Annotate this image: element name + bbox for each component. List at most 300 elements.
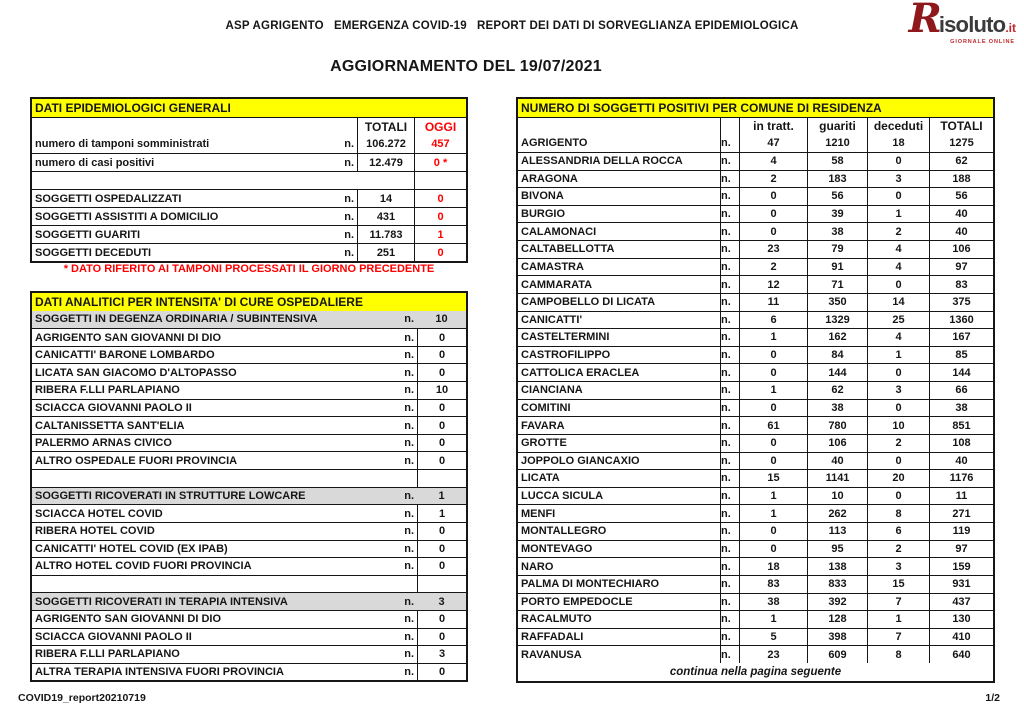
row-label-cell (32, 226, 357, 243)
row-n-abbrev: n. (720, 576, 739, 593)
comune-name: CATTOLICA ERACLEA (521, 366, 640, 379)
value-deceduti: 1 (867, 347, 929, 364)
value-totali: 159 (929, 558, 993, 575)
row-value: 0 (417, 664, 466, 681)
comune-name: GROTTE (521, 437, 567, 450)
value-in-tratt: 0 (739, 435, 807, 452)
comune-row (518, 593, 993, 611)
value-guariti: 38 (807, 223, 867, 240)
row-label-cell (32, 382, 417, 399)
row-n-abbrev: n. (720, 294, 739, 311)
row-n-abbrev: n. (344, 246, 354, 259)
value-deceduti: 25 (867, 312, 929, 329)
row-label-cell (32, 505, 417, 522)
row-label-cell (32, 190, 357, 207)
row-label-cell (32, 523, 417, 540)
general-table-column-header (32, 117, 466, 135)
value-in-tratt: 47 (739, 134, 807, 152)
value-guariti: 40 (807, 453, 867, 470)
comune-row (518, 187, 993, 205)
page-number: 1/2 (985, 692, 1000, 704)
hospital-section-row (32, 592, 466, 610)
hospital-item-row (32, 557, 466, 575)
value-guariti: 609 (807, 646, 867, 663)
value-totali: 130 (929, 611, 993, 628)
row-value: 0 (417, 417, 466, 434)
row-label: RIBERA F.LLI PARLAPIANO (35, 648, 180, 661)
value-deceduti: 4 (867, 259, 929, 276)
value-deceduti: 8 (867, 505, 929, 522)
hospital-item-row (32, 628, 466, 646)
value-guariti: 350 (807, 294, 867, 311)
row-value: 0 (417, 435, 466, 452)
value-in-tratt: 83 (739, 576, 807, 593)
row-label-cell (32, 664, 417, 681)
row-label-cell (32, 244, 357, 261)
row-label-cell (32, 364, 417, 381)
value-guariti: 398 (807, 629, 867, 646)
hospital-intensity-table (30, 291, 468, 682)
row-n-abbrev: n. (404, 384, 414, 397)
comune-name: LUCCA SICULA (521, 490, 604, 503)
value-guariti: 58 (807, 153, 867, 170)
value-in-tratt: 4 (739, 153, 807, 170)
value-in-tratt: 1 (739, 382, 807, 399)
row-n-abbrev: n. (404, 560, 414, 573)
comune-row (518, 575, 993, 593)
value-deceduti: 15 (867, 576, 929, 593)
value-totali: 108 (929, 435, 993, 452)
value-totali: 437 (929, 594, 993, 611)
comune-name: PORTO EMPEDOCLE (521, 595, 633, 608)
comune-name: AGRIGENTO (521, 137, 588, 150)
row-n-abbrev: n. (720, 329, 739, 346)
row-n-abbrev: n. (404, 666, 414, 679)
general-table-row (32, 189, 466, 207)
value-totali: 83 (929, 276, 993, 293)
value-totali: 40 (929, 223, 993, 240)
value-guariti: 79 (807, 241, 867, 258)
value-totali: 1176 (929, 470, 993, 487)
hospital-item-row (32, 434, 466, 452)
value-in-tratt: 15 (739, 470, 807, 487)
row-label: CALTANISSETTA SANT'ELIA (35, 419, 185, 432)
value-in-tratt: 1 (739, 505, 807, 522)
general-table-row (32, 243, 466, 261)
value-totali: 40 (929, 453, 993, 470)
value-totali: 1275 (929, 134, 993, 152)
logo-tld: .it (1005, 21, 1016, 35)
row-n-abbrev: n. (404, 401, 414, 414)
row-n-abbrev: n. (720, 453, 739, 470)
report-date-title: AGGIORNAMENTO DEL 19/07/2021 (330, 58, 602, 75)
value-in-tratt: 0 (739, 206, 807, 223)
value-deceduti: 2 (867, 223, 929, 240)
value-guariti: 262 (807, 505, 867, 522)
value-in-tratt: 1 (739, 611, 807, 628)
value-in-tratt: 11 (739, 294, 807, 311)
comune-name: CALAMONACI (521, 225, 597, 238)
general-table-row (32, 225, 466, 243)
row-value: 0 (417, 558, 466, 575)
value-guariti: 392 (807, 594, 867, 611)
value-guariti: 1329 (807, 312, 867, 329)
row-value: 10 (417, 311, 466, 329)
value-guariti: 56 (807, 188, 867, 205)
value-guariti: 113 (807, 523, 867, 540)
row-n-abbrev: n. (404, 613, 414, 626)
hospital-item-row (32, 346, 466, 364)
comune-row (518, 311, 993, 329)
value-deceduti: 0 (867, 488, 929, 505)
hospital-item-row (32, 381, 466, 399)
value-guariti: 95 (807, 541, 867, 558)
value-in-tratt: 0 (739, 541, 807, 558)
row-n-abbrev: n. (720, 488, 739, 505)
comune-name: BURGIO (521, 208, 565, 221)
value-deceduti: 0 (867, 364, 929, 381)
row-value: 10 (417, 382, 466, 399)
comune-row (518, 610, 993, 628)
value-in-tratt: 1 (739, 329, 807, 346)
comune-row (518, 205, 993, 223)
value-in-tratt: 2 (739, 259, 807, 276)
value-totali: 931 (929, 576, 993, 593)
comune-row (518, 416, 993, 434)
row-value: 0 (417, 347, 466, 364)
row-label: PALERMO ARNAS CIVICO (35, 437, 172, 450)
comune-name: CASTELTERMINI (521, 331, 610, 344)
hospital-table-title: DATI ANALITICI PER INTENSITA' DI CURE OSPEDALIERE (32, 293, 466, 311)
value-totali: 431 (357, 208, 414, 225)
value-in-tratt: 23 (739, 646, 807, 663)
value-in-tratt: 12 (739, 276, 807, 293)
row-n-abbrev: n. (720, 470, 739, 487)
value-totali: 167 (929, 329, 993, 346)
comune-name: CAMPOBELLO DI LICATA (521, 296, 656, 309)
value-guariti: 833 (807, 576, 867, 593)
value-guariti: 1210 (807, 134, 867, 152)
row-label-cell (32, 417, 417, 434)
row-label-cell (32, 541, 417, 558)
row-label-cell (32, 488, 417, 505)
row-value: 0 (417, 523, 466, 540)
comune-name: CANICATTI' (521, 313, 583, 326)
row-label: SOGGETTI OSPEDALIZZATI (35, 192, 182, 205)
comune-name: LICATA (521, 472, 560, 485)
row-value: 0 (417, 364, 466, 381)
row-value: 3 (417, 646, 466, 663)
logo-name: isoluto (938, 12, 1006, 37)
value-in-tratt: 61 (739, 417, 807, 434)
comune-name: CIANCIANA (521, 384, 583, 397)
value-totali: 106.272 (357, 135, 414, 153)
row-n-abbrev: n. (404, 525, 414, 538)
row-n-abbrev: n. (720, 241, 739, 258)
risoluto-logo (908, 0, 1016, 45)
comune-row (518, 240, 993, 258)
row-n-abbrev: n. (344, 138, 354, 150)
comune-row (518, 363, 993, 381)
row-label: ALTRA TERAPIA INTENSIVA FUORI PROVINCIA (35, 666, 284, 679)
value-in-tratt: 5 (739, 629, 807, 646)
comune-row (518, 469, 993, 487)
comune-row (518, 522, 993, 540)
value-totali: 11.783 (357, 226, 414, 243)
value-deceduti: 4 (867, 241, 929, 258)
row-n-abbrev: n. (404, 490, 414, 502)
comuni-col-deceduti: deceduti (867, 118, 929, 135)
row-n-abbrev: n. (344, 210, 354, 223)
comune-name: ALESSANDRIA DELLA ROCCA (521, 155, 683, 168)
value-deceduti: 0 (867, 453, 929, 470)
comune-row (518, 152, 993, 170)
row-n-abbrev: n. (720, 206, 739, 223)
row-label: SOGGETTI DECEDUTI (35, 246, 152, 259)
hospital-item-row (32, 451, 466, 469)
row-value: 0 (417, 329, 466, 346)
comune-name: BIVONA (521, 190, 564, 203)
value-in-tratt: 38 (739, 594, 807, 611)
comune-row (518, 645, 993, 663)
row-n-abbrev: n. (720, 611, 739, 628)
value-totali: 188 (929, 171, 993, 188)
hospital-item-row (32, 504, 466, 522)
row-label: ALTRO OSPEDALE FUORI PROVINCIA (35, 454, 238, 467)
row-n-abbrev: n. (720, 417, 739, 434)
hospital-item-row (32, 540, 466, 558)
value-totali: 1360 (929, 312, 993, 329)
comune-name: RAFFADALI (521, 631, 584, 644)
row-n-abbrev: n. (720, 505, 739, 522)
blank-cell (32, 172, 414, 189)
row-n-abbrev: n. (404, 313, 414, 326)
value-deceduti: 0 (867, 400, 929, 417)
value-guariti: 62 (807, 382, 867, 399)
comuni-table-continuation-note: continua nella pagina seguente (669, 666, 842, 678)
value-deceduti: 14 (867, 294, 929, 311)
row-label: SOGGETTI IN DEGENZA ORDINARIA / SUBINTENSIVA (35, 313, 318, 326)
row-label-cell (32, 629, 417, 646)
hospital-item-row (32, 610, 466, 628)
row-label-cell (32, 576, 417, 593)
row-label: RIBERA F.LLI PARLAPIANO (35, 384, 180, 397)
comune-row (518, 293, 993, 311)
value-totali: 271 (929, 505, 993, 522)
row-label-cell (32, 470, 417, 487)
row-value: 1 (417, 505, 466, 522)
comune-name: PALMA DI MONTECHIARO (521, 578, 660, 591)
value-oggi: 0 * (414, 154, 466, 171)
comune-row (518, 399, 993, 417)
comune-row (518, 452, 993, 470)
value-deceduti: 4 (867, 329, 929, 346)
value-guariti: 38 (807, 400, 867, 417)
comune-row (518, 346, 993, 364)
value-in-tratt: 0 (739, 347, 807, 364)
value-deceduti: 3 (867, 171, 929, 188)
blank-cell (414, 172, 466, 189)
row-n-abbrev: n. (720, 347, 739, 364)
comune-row (518, 487, 993, 505)
row-n-abbrev: n. (720, 171, 739, 188)
general-table-row (32, 207, 466, 225)
comune-name: FAVARA (521, 419, 565, 432)
hospital-item-row (32, 399, 466, 417)
value-deceduti: 20 (867, 470, 929, 487)
value-in-tratt: 23 (739, 241, 807, 258)
value-totali: 85 (929, 347, 993, 364)
value-guariti: 128 (807, 611, 867, 628)
row-label: SCIACCA GIOVANNI PAOLO II (35, 401, 192, 414)
value-guariti: 183 (807, 171, 867, 188)
hospital-blank-row (32, 469, 466, 487)
row-label: LICATA SAN GIACOMO D'ALTOPASSO (35, 366, 237, 379)
comune-name: COMITINI (521, 401, 571, 414)
row-label-cell (32, 329, 417, 346)
value-guariti: 10 (807, 488, 867, 505)
value-guariti: 91 (807, 259, 867, 276)
row-label: AGRIGENTO SAN GIOVANNI DI DIO (35, 331, 221, 344)
value-totali: 144 (929, 364, 993, 381)
hospital-item-row (32, 416, 466, 434)
general-table-row (32, 153, 466, 171)
value-totali: 119 (929, 523, 993, 540)
general-table-row (32, 135, 466, 153)
comune-name: RAVANUSA (521, 648, 582, 661)
value-oggi: 0 (414, 190, 466, 207)
row-label: SOGGETTI GUARITI (35, 228, 141, 241)
row-label: RIBERA HOTEL COVID (35, 525, 155, 538)
value-oggi: 0 (414, 244, 466, 261)
comune-row (518, 258, 993, 276)
value-in-tratt: 0 (739, 523, 807, 540)
value-deceduti: 1 (867, 206, 929, 223)
comune-row (518, 628, 993, 646)
row-n-abbrev: n. (720, 188, 739, 205)
value-guariti: 162 (807, 329, 867, 346)
row-value (417, 470, 466, 487)
row-value: 0 (417, 400, 466, 417)
row-label: AGRIGENTO SAN GIOVANNI DI DIO (35, 613, 221, 626)
hospital-item-row (32, 663, 466, 681)
row-label-cell (32, 311, 417, 329)
row-n-abbrev: n. (720, 435, 739, 452)
value-deceduti: 2 (867, 435, 929, 452)
row-n-abbrev: n. (720, 646, 739, 663)
value-totali: 97 (929, 259, 993, 276)
comune-name: CAMASTRA (521, 260, 584, 273)
hospital-item-row (32, 645, 466, 663)
value-guariti: 106 (807, 435, 867, 452)
row-label-cell (32, 452, 417, 469)
comune-row (518, 222, 993, 240)
comune-row (518, 275, 993, 293)
row-n-abbrev: n. (720, 153, 739, 170)
value-deceduti: 0 (867, 276, 929, 293)
value-totali: 62 (929, 153, 993, 170)
comuni-table-body (518, 134, 993, 663)
value-deceduti: 10 (867, 417, 929, 434)
comuni-table-column-header (518, 117, 993, 135)
value-totali: 106 (929, 241, 993, 258)
value-totali: 56 (929, 188, 993, 205)
row-n-abbrev: n. (404, 454, 414, 467)
comune-name: ARAGONA (521, 172, 578, 185)
value-oggi: 1 (414, 226, 466, 243)
value-totali: 11 (929, 488, 993, 505)
comune-row (518, 540, 993, 558)
value-guariti: 780 (807, 417, 867, 434)
comuni-table-title: NUMERO DI SOGGETTI POSITIVI PER COMUNE DI RESIDENZA (518, 99, 993, 117)
value-guariti: 144 (807, 364, 867, 381)
comuni-positives-table (516, 97, 995, 683)
comune-name: RACALMUTO (521, 613, 592, 626)
row-n-abbrev: n. (404, 349, 414, 362)
value-guariti: 84 (807, 347, 867, 364)
value-guariti: 71 (807, 276, 867, 293)
comune-row (518, 170, 993, 188)
row-n-abbrev: n. (720, 276, 739, 293)
hospital-section-row (32, 487, 466, 505)
row-n-abbrev: n. (720, 594, 739, 611)
row-n-abbrev: n. (720, 541, 739, 558)
logo-tagline: GIORNALE ONLINE (950, 39, 1015, 45)
value-totali: 14 (357, 190, 414, 207)
row-n-abbrev: n. (404, 331, 414, 344)
value-deceduti: 6 (867, 523, 929, 540)
row-n-abbrev: n. (344, 156, 354, 169)
row-n-abbrev: n. (720, 312, 739, 329)
row-label-cell (32, 135, 357, 153)
comune-name: MONTEVAGO (521, 542, 593, 555)
general-col-totali: TOTALI (357, 118, 414, 135)
row-value: 3 (417, 593, 466, 610)
comune-name: CASTROFILIPPO (521, 349, 611, 362)
value-deceduti: 18 (867, 134, 929, 152)
value-deceduti: 2 (867, 541, 929, 558)
value-totali: 410 (929, 629, 993, 646)
tamponi-note: * DATO RIFERITO AI TAMPONI PROCESSATI IL GIORNO PRECEDENTE (63, 263, 435, 275)
row-n-abbrev: n. (404, 366, 414, 379)
value-deceduti: 3 (867, 382, 929, 399)
value-guariti: 39 (807, 206, 867, 223)
value-deceduti: 1 (867, 611, 929, 628)
value-totali: 375 (929, 294, 993, 311)
row-value: 0 (417, 629, 466, 646)
value-deceduti: 7 (867, 629, 929, 646)
value-totali: 251 (357, 244, 414, 261)
comuni-col-guariti: guariti (807, 118, 867, 135)
comune-name: CALTABELLOTTA (521, 243, 615, 256)
row-label-cell (32, 435, 417, 452)
row-value: 0 (417, 452, 466, 469)
row-n-abbrev: n. (720, 400, 739, 417)
row-label: SCIACCA GIOVANNI PAOLO II (35, 630, 192, 643)
general-col-oggi: OGGI (414, 118, 466, 135)
value-totali: 40 (929, 206, 993, 223)
row-label-cell (32, 400, 417, 417)
value-totali: 97 (929, 541, 993, 558)
row-n-abbrev: n. (344, 228, 354, 241)
value-in-tratt: 1 (739, 488, 807, 505)
row-label-cell (32, 154, 357, 171)
row-label-cell (32, 593, 417, 610)
row-n-abbrev: n. (720, 523, 739, 540)
value-deceduti: 7 (867, 594, 929, 611)
value-deceduti: 0 (867, 188, 929, 205)
row-n-abbrev: n. (404, 630, 414, 643)
